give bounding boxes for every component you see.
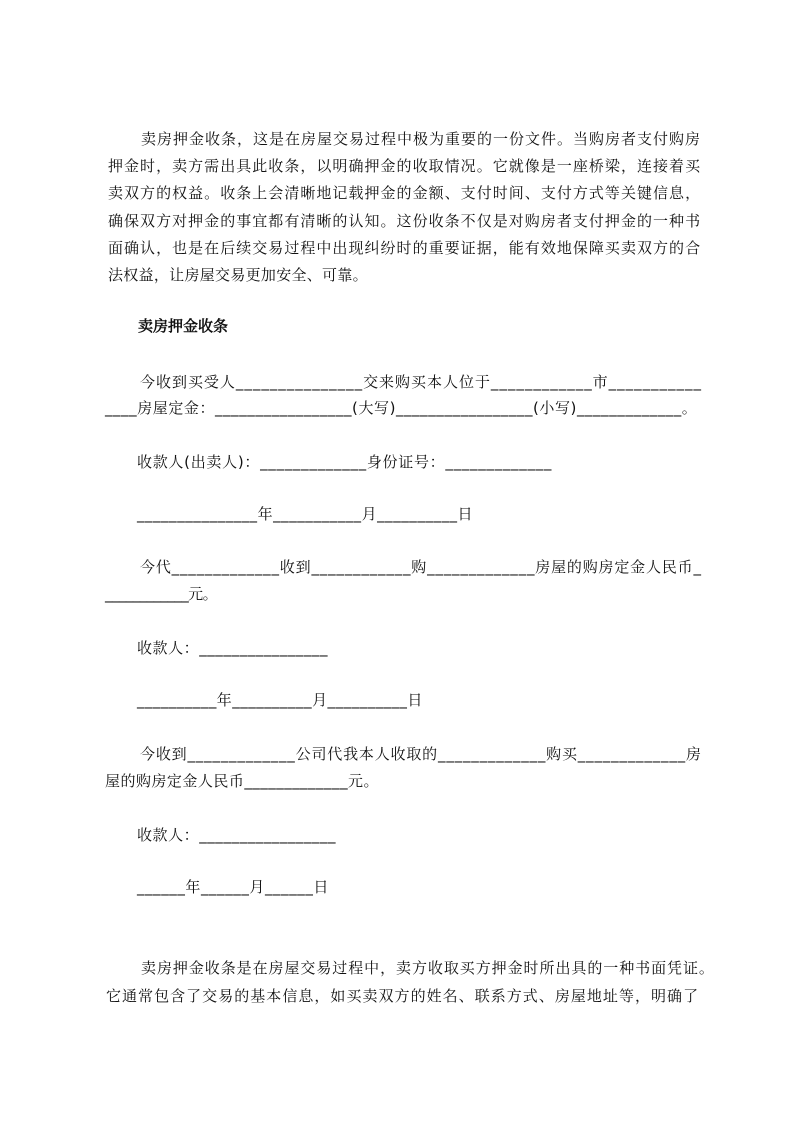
receipt-1-payee: 收款人(出卖人)：_____________身份证号：_____________ [137, 453, 553, 471]
receipt-3-line-1: 今收到_____________公司代我本人收取的_____________购买_____________房 [140, 745, 702, 763]
receipt-2-line-2: ____________元。 [105, 585, 218, 603]
intro-line-6: 法权益，让房屋交易更加安全、可靠。 [108, 266, 368, 284]
receipt-2-line-1: 今代_____________收到____________购_____________房屋的购房定金人民币_ [140, 558, 702, 576]
receipt-3-line-2: 屋的购房定金人民币_____________元。 [105, 772, 380, 790]
intro-line-2: 押金时，卖方需出具此收条，以明确押金的收取情况。它就像是一座桥梁，连接着买 [108, 157, 702, 175]
receipt-2-date: __________年__________月__________日 [137, 691, 423, 709]
form-title: 卖房押金收条 [138, 317, 229, 335]
closing-line-2: 它通常包含了交易的基本信息，如买卖双方的姓名、联系方式、房屋地址等，明确了 [106, 987, 700, 1005]
receipt-3-date: ______年______月______日 [137, 878, 329, 896]
intro-line-5: 面确认，也是在后续交易过程中出现纠纷时的重要证据，能有效地保障买卖双方的合 [108, 239, 702, 257]
receipt-3-payee: 收款人：_________________ [137, 826, 337, 844]
intro-line-4: 确保双方对押金的事宜都有清晰的认知。这份收条不仅是对购房者支付押金的一种书 [108, 212, 702, 230]
intro-line-3: 卖双方的权益。收条上会清晰地记载押金的金额、支付时间、支付方式等关键信息， [108, 184, 702, 202]
receipt-2-payee: 收款人：________________ [137, 639, 329, 657]
receipt-1-date: _______________年___________月__________日 [137, 505, 474, 523]
receipt-1-line-2: ____房屋定金：_________________(大写)_________________(小写)_____________。 [105, 399, 698, 417]
intro-line-1: 卖房押金收条，这是在房屋交易过程中极为重要的一份文件。当购房者支付购房 [141, 130, 702, 148]
closing-line-1: 卖房押金收条是在房屋交易过程中，卖方收取买方押金时所出具的一种书面凭证。 [141, 959, 715, 977]
receipt-1-line-1: 今收到买受人_______________交来购买本人位于____________市___________ [140, 373, 702, 391]
